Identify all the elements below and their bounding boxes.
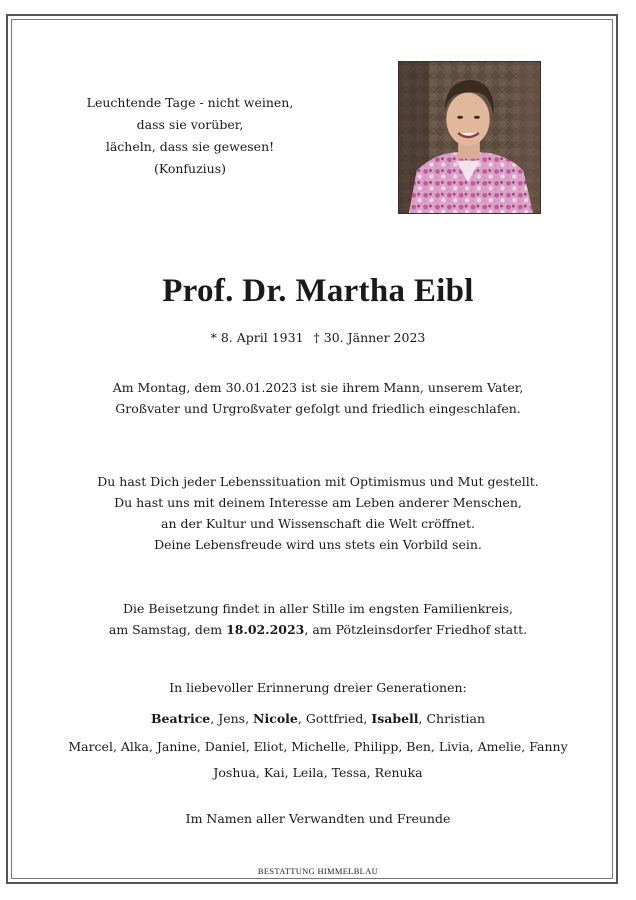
- quote-line: dass sie vorüber,: [136, 117, 244, 132]
- closing-line: Im Namen aller Verwandten und Freunde: [185, 811, 451, 826]
- funeral-date: 18.02.2023: [226, 622, 305, 637]
- mourner-name: Jens: [218, 711, 246, 726]
- funeral-line: [0, 619, 636, 640]
- mourners-heading: In liebevoller Erinnerung dreier Generationen:: [169, 680, 467, 695]
- mourner-name: Beatrice: [150, 711, 211, 726]
- birth-date: * 8. April 1931: [210, 330, 304, 345]
- quote-line: lächeln, dass sie gewesen!: [105, 139, 275, 154]
- mourners-row: Marcel, Alka, Janine, Daniel, Eliot, Michelle, Philipp, Ben, Livia, Amelie, Fanny: [68, 739, 568, 754]
- mourners-row: Beatrice, Jens, Nicole, Gottfried, Isabell, Christian: [150, 711, 486, 726]
- tribute-line: Du hast uns mit deinem Interesse am Leben anderer Menschen,: [114, 495, 522, 510]
- tribute-line: an der Kultur und Wissenschaft die Welt cröffnet.: [161, 516, 475, 531]
- mourner-name: Christian: [426, 711, 486, 726]
- portrait-photo: [398, 61, 541, 214]
- quote-line: Leuchtende Tage - nicht weinen,: [86, 95, 294, 110]
- announcement-line: Großvater und Urgroßvater gefolgt und friedlich eingeschlafen.: [115, 401, 521, 416]
- tribute-line: Deine Lebensfreude wird uns stets ein Vorbild sein.: [154, 537, 482, 552]
- mourner-name: Gottfried: [305, 711, 364, 726]
- funeral-line: Die Beisetzung findet in aller Stille im engsten Familienkreis,: [122, 601, 514, 616]
- funeral-text: , am Pötzleinsdorfer Friedhof statt.: [304, 622, 528, 637]
- portrait-image: [399, 62, 540, 213]
- tribute-line: Du hast Dich jeder Lebenssituation mit Optimismus und Mut gestellt.: [97, 474, 539, 489]
- tribute-paragraph: [0, 471, 636, 555]
- funeral-home-footer: BESTATTUNG HIMMELBLAU: [257, 866, 379, 876]
- mourner-name: Nicole: [253, 711, 298, 726]
- funeral-paragraph: [0, 598, 636, 640]
- life-dates: [0, 330, 636, 345]
- deceased-name: Prof. Dr. Martha Eibl: [162, 273, 474, 309]
- mourners-row: Joshua, Kai, Leila, Tessa, Renuka: [213, 765, 423, 780]
- announcement-paragraph: [0, 377, 636, 419]
- funeral-text: am Samstag, dem: [108, 622, 227, 637]
- mourner-name: Isabell: [371, 711, 419, 726]
- quote-block: [70, 92, 310, 180]
- death-date: † 30. Jänner 2023: [313, 330, 426, 345]
- quote-attribution: (Konfuzius): [153, 161, 227, 176]
- announcement-line: Am Montag, dem 30.01.2023 ist sie ihrem Mann, unserem Vater,: [112, 380, 524, 395]
